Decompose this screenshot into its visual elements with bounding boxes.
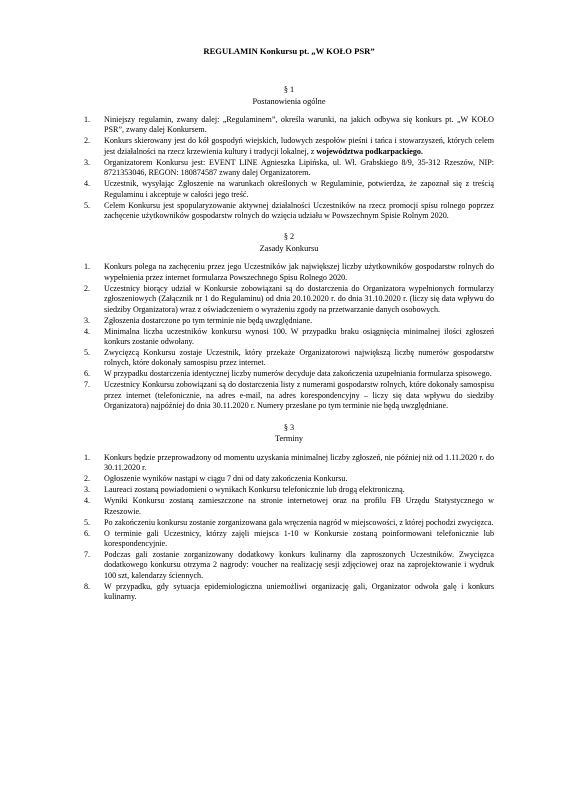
list-item-number: 1. bbox=[84, 262, 91, 272]
list-item-number: 2. bbox=[84, 474, 91, 484]
section-list bbox=[84, 115, 494, 221]
list-item bbox=[84, 115, 494, 136]
list-item-number: 7. bbox=[84, 380, 91, 390]
section-number: § 1 bbox=[283, 85, 295, 94]
list-item-text: Uczestnicy biorący udział w Konkursie zobowiązani są do dostarczenia do Organizatora wypełnionych formularzy zgłoszeniowych (Załącznik nr 1 do Regulaminu) od dnia 20.10.2020 r. do dnia 31.10.2020 r. (liczy się data wpływu do siedziby Organizatora) wraz z oświadczeniem o wyrażeniu zgody na przetwarzanie danych osobowych. bbox=[104, 283, 494, 314]
list-item-text: Uczestnik, wysyłając Zgłoszenie na warunkach określonych w Regulaminie, potwierdza, że zapoznał się z treścią Regulaminu i akceptuje w całości jego treść. bbox=[104, 179, 494, 199]
list-item bbox=[84, 518, 494, 528]
list-item bbox=[84, 453, 494, 474]
list-item-text: Zgłoszenia dostarczone po tym terminie nie będą uwzględniane. bbox=[104, 315, 313, 325]
list-item bbox=[84, 262, 494, 283]
list-item-text: Konkurs polega na zachęceniu przez jego Uczestników jak największej liczby użytkowników gospodarstw rolnych do wypełnienia przez internet formularza Powszechnego Spisu Rolnego 2020. bbox=[104, 262, 494, 282]
list-item-text: Podczas gali zostanie zorganizowany dodatkowy konkurs kulinarny dla zaproszonych Uczestników. Zwycięzca dodatkowego konkursu otrzyma 2 nagrody: voucher na realizację sesji zdjęciowej oraz na zaprojektowanie i wydruk 100 szt, kalendarzy ściennych. bbox=[104, 549, 494, 580]
sections-container bbox=[84, 84, 494, 603]
list-item-number: 8. bbox=[84, 581, 91, 591]
list-item bbox=[84, 316, 494, 326]
list-item-text: Niniejszy regulamin, zwany dalej: „Regulaminem”, określa warunki, na jakich odbywa się konkurs pt. „W KOŁO PSR”, zwany dalej Konkursem. bbox=[104, 115, 494, 135]
list-item bbox=[84, 136, 494, 157]
list-item-number: 6. bbox=[84, 528, 91, 538]
list-item-number: 3. bbox=[84, 315, 91, 325]
list-item-number: 5. bbox=[84, 200, 91, 210]
list-item-text: Organizatorem Konkursu jest: EVENT LINE Agnieszka Lipińska, ul. Wł. Grabskiego 8/9, 35-312 Rzeszów, NIP: 8721353046, REGON: 180874587 zwany dalej Organizatorem. bbox=[104, 157, 494, 178]
list-item bbox=[84, 348, 494, 369]
section-heading bbox=[84, 422, 494, 445]
list-item-text: W przypadku dostarczenia identycznej liczby numerów decyduje data zakończenia uzupełniania formularza spisowego. bbox=[104, 369, 492, 379]
section-heading bbox=[84, 231, 494, 254]
list-item-number: 4. bbox=[84, 496, 91, 506]
list-item-number: 3. bbox=[84, 157, 91, 167]
list-item bbox=[84, 158, 494, 179]
list-item-text: Konkurs skierowany jest do kół gospodyń wiejskich, ludowych zespołów pieśni i tańca i stowarzyszeń, których celem jest działalności na rzecz krzewienia kultury i tradycji lokalnej, z bbox=[104, 136, 494, 156]
list-item bbox=[84, 582, 494, 603]
list-item-bold-text: województwa podkarpackiego. bbox=[316, 146, 423, 156]
list-item-number: 5. bbox=[84, 517, 91, 527]
list-item-text: Konkurs będzie przeprowadzony od momentu uzyskania minimalnej liczby zgłoszeń, nie później niż od 1.11.2020 r. do 30.11.2020 r. bbox=[104, 452, 494, 473]
list-item-text: O terminie gali Uczestnicy, którzy zajęli miejsca 1-10 w Konkursie zostaną poinformowani telefonicznie lub korespondencyjnie. bbox=[104, 528, 494, 548]
list-item bbox=[84, 327, 494, 348]
list-item-number: 1. bbox=[84, 452, 91, 462]
list-item-number: 2. bbox=[84, 283, 91, 293]
list-item bbox=[84, 179, 494, 200]
list-item-number: 2. bbox=[84, 136, 91, 146]
list-item-number: 3. bbox=[84, 485, 91, 495]
list-item-text: Uczestnicy Konkursu zobowiązani są do dostarczenia listy z numerami gospodarstw rolnych, które dokonały samospisu przez internet (telefonicznie, na adres e-mail, na adres korespondencyjny – liczy się data wpływu do siedziby Organizatora) najpóźniej do dnia 30.11.2020 r. Numery przesłane po tym terminie nie będą uwzględniane. bbox=[104, 380, 494, 411]
list-item bbox=[84, 485, 494, 495]
list-item-text: W przypadku, gdy sytuacja epidemiologiczna uniemożliwi organizację gali, Organizator odwoła galę i konkurs kulinarny. bbox=[104, 581, 494, 602]
section-number: § 3 bbox=[283, 422, 295, 432]
list-item bbox=[84, 496, 494, 517]
section-heading bbox=[84, 84, 494, 107]
section-list bbox=[84, 453, 494, 603]
list-item-text: Zwycięzcą Konkursu zostaje Uczestnik, który przekaże Organizatorowi największą liczbę numerów gospodarstw rolnych, które dokonały samospisu przez internet. bbox=[104, 348, 494, 368]
list-item bbox=[84, 529, 494, 550]
list-item-number: 6. bbox=[84, 369, 91, 379]
list-item bbox=[84, 284, 494, 315]
list-item-number: 5. bbox=[84, 348, 91, 358]
section-title: Postanowienia ogólne bbox=[252, 96, 326, 106]
section-title: Terminy bbox=[275, 434, 303, 444]
list-item bbox=[84, 474, 494, 484]
list-item-text: Minimalna liczba uczestników konkursu wynosi 100. W przypadku braku osiągnięcia minimalnej ilości zgłoszeń konkurs zostanie odwołany. bbox=[104, 326, 494, 347]
list-item-text: Wyniki Konkursu zostaną zamieszczone na stronie internetowej oraz na profilu FB Urzędu Statystycznego w Rzeszowie. bbox=[104, 496, 494, 516]
list-item-number: 4. bbox=[84, 326, 91, 336]
list-item-text: Po zakończeniu konkursu zostanie zorganizowana gala wręczenia nagród w miejscowości, z której pochodzi zwycięzca. bbox=[104, 517, 494, 527]
list-item-text: Laureaci zostaną powiadomieni o wynikach Konkursu telefonicznie lub drogą elektroniczną. bbox=[104, 485, 405, 495]
list-item-number: 4. bbox=[84, 179, 91, 189]
list-item-text: Ogłoszenie wyników nastąpi w ciągu 7 dni od daty zakończenia Konkursu. bbox=[104, 474, 348, 484]
document-title: REGULAMIN Konkursu pt. „W KOŁO PSR” bbox=[203, 46, 375, 56]
list-item bbox=[84, 550, 494, 581]
list-item bbox=[84, 369, 494, 379]
list-item bbox=[84, 380, 494, 411]
section-number: § 2 bbox=[283, 232, 295, 242]
list-item-number: 7. bbox=[84, 549, 91, 559]
section-title: Zasady Konkursu bbox=[259, 243, 319, 253]
list-item-text: Celem Konkursu jest spopularyzowanie aktywnej działalności Uczestników na rzecz promocji spisu rolnego poprzez zachęcenie użytkowników gospodarstw rolnych do wzięcia udziału w Powszechnym Spisie Rolnym 2020. bbox=[104, 200, 494, 221]
section-list bbox=[84, 262, 494, 411]
list-item-number: 1. bbox=[84, 115, 91, 124]
list-item bbox=[84, 201, 494, 222]
